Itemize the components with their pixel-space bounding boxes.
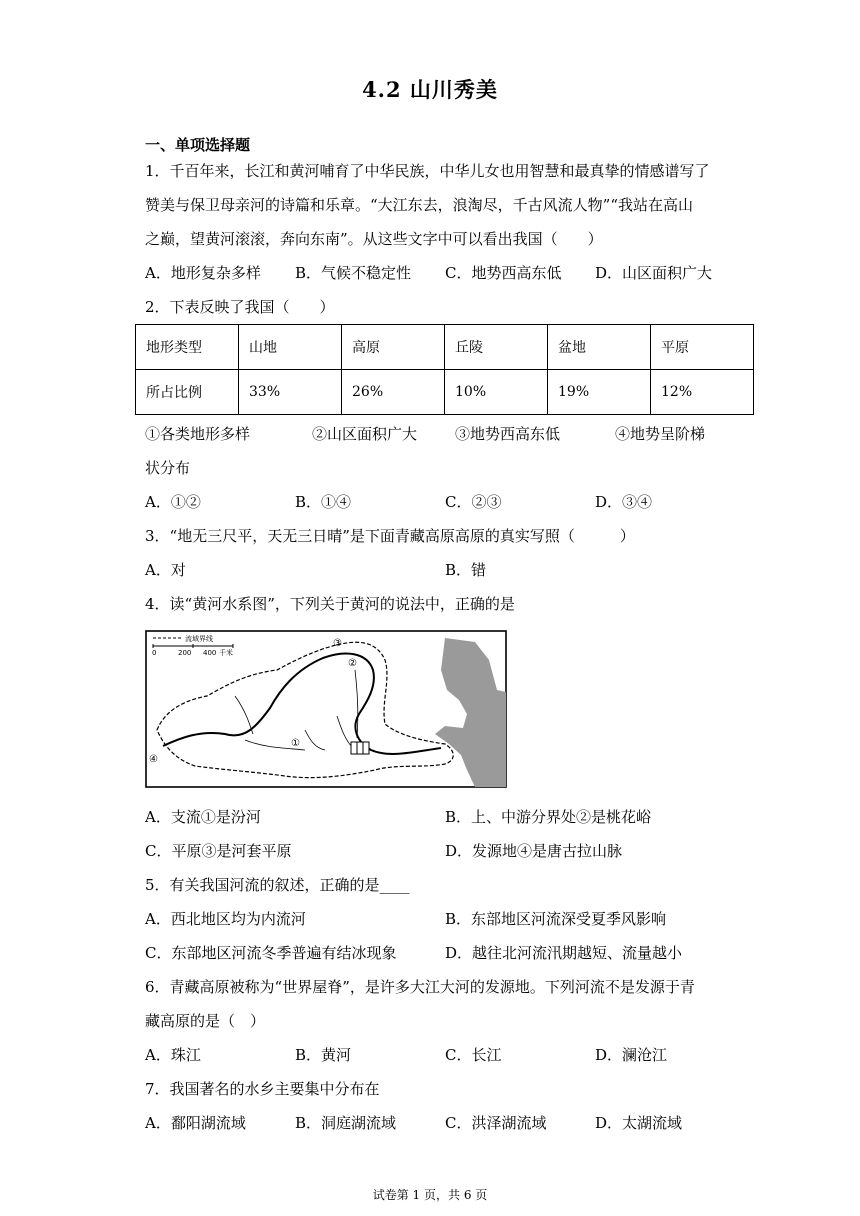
q1-option-a[interactable]: A．地形复杂多样 xyxy=(145,264,261,282)
q6-option-b[interactable]: B．黄河 xyxy=(295,1046,352,1064)
map-marker-1: ① xyxy=(291,738,300,749)
q2-statement-cont: 状分布 xyxy=(145,459,191,477)
q5-option-b[interactable]: B．东部地区河流深受夏季风影响 xyxy=(445,910,667,928)
q2-statement-4: ④地势呈阶梯 xyxy=(615,425,706,443)
scale-label: 400 xyxy=(203,649,217,657)
q2-option-c[interactable]: C．②③ xyxy=(445,493,502,511)
map-marker-4: ④ xyxy=(149,754,158,765)
scale-label: 千米 xyxy=(219,649,233,657)
table-cell: 所占比例 xyxy=(136,370,239,415)
table-cell: 丘陵 xyxy=(445,325,548,370)
q5-option-a[interactable]: A．西北地区均为内流河 xyxy=(145,910,306,928)
q1-line-3: 之巅，望黄河滚滚，奔向东南”。从这些文字中可以看出我国（ ） xyxy=(145,230,603,248)
q3-option-b[interactable]: B．错 xyxy=(445,561,487,579)
q1-line-1: 1．千百年来，长江和黄河哺育了中华民族，中华儿女也用智慧和最真挚的情感谱写了 xyxy=(145,162,710,180)
dam-icon xyxy=(351,742,369,754)
q6-line-2: 藏高原的是（ ） xyxy=(145,1012,266,1030)
q6-option-c[interactable]: C．长江 xyxy=(445,1046,502,1064)
q6-option-a[interactable]: A．珠江 xyxy=(145,1046,201,1064)
q2-statement-1: ①各类地形多样 xyxy=(145,425,251,443)
q6-line-1: 6．青藏高原被称为“世界屋脊”，是许多大江大河的发源地。下列河流不是发源于青 xyxy=(145,978,695,996)
q1-option-b[interactable]: B．气候不稳定性 xyxy=(295,264,412,282)
q4-option-a[interactable]: A．支流①是汾河 xyxy=(145,808,261,826)
q4-option-b[interactable]: B．上、中游分界处②是桃花峪 xyxy=(445,808,652,826)
q5-option-d[interactable]: D．越往北河流汛期越短、流量越小 xyxy=(445,944,683,962)
table-cell: 盆地 xyxy=(548,325,651,370)
q5-option-c[interactable]: C．东部地区河流冬季普遍有结冰现象 xyxy=(145,944,397,962)
q1-option-c[interactable]: C．地势西高东低 xyxy=(445,264,562,282)
q7-stem: 7．我国著名的水乡主要集中分布在 xyxy=(145,1080,380,1098)
q7-option-b[interactable]: B．洞庭湖流域 xyxy=(295,1114,397,1132)
table-cell: 12% xyxy=(651,370,754,415)
q2-option-d[interactable]: D．③④ xyxy=(595,493,653,511)
table-row xyxy=(136,325,754,370)
q1-line-2: 赞美与保卫母亲河的诗篇和乐章。“大江东去，浪淘尽，千古风流人物”“我站在高山 xyxy=(145,196,694,214)
q1-option-d[interactable]: D．山区面积广大 xyxy=(595,264,713,282)
q2-statement-3: ③地势西高东低 xyxy=(455,425,561,443)
table-cell: 山地 xyxy=(239,325,342,370)
q3-option-a[interactable]: A．对 xyxy=(145,561,186,579)
table-cell: 19% xyxy=(548,370,651,415)
table-cell: 地形类型 xyxy=(136,325,239,370)
table-cell: 高原 xyxy=(342,325,445,370)
q2-option-a[interactable]: A．①② xyxy=(145,493,201,511)
q3-stem: 3．“地无三尺平，天无三日晴”是下面青藏高原高原的真实写照（ ） xyxy=(145,527,635,545)
yellow-river-map xyxy=(145,630,507,788)
q7-option-d[interactable]: D．太湖流域 xyxy=(595,1114,683,1132)
table-cell: 平原 xyxy=(651,325,754,370)
q2-stem: 2．下表反映了我国（ ） xyxy=(145,298,335,316)
table-cell: 10% xyxy=(445,370,548,415)
scale-label: 200 xyxy=(178,649,192,657)
table-cell: 26% xyxy=(342,370,445,415)
page-footer: 试卷第 1 页，共 6 页 xyxy=(372,1188,488,1202)
section-heading: 一、单项选择题 xyxy=(145,136,251,154)
q4-option-d[interactable]: D．发源地④是唐古拉山脉 xyxy=(445,842,623,860)
q5-stem: 5．有关我国河流的叙述，正确的是____ xyxy=(145,876,410,894)
scale-label: 0 xyxy=(152,649,157,657)
map-marker-2: ② xyxy=(348,658,357,669)
q4-option-c[interactable]: C．平原③是河套平原 xyxy=(145,842,292,860)
q2-option-b[interactable]: B．①④ xyxy=(295,493,352,511)
map-legend-label: 流域界线 xyxy=(185,635,213,643)
page-title: 4.2 山川秀美 xyxy=(362,77,498,102)
table-cell: 33% xyxy=(239,370,342,415)
map-marker-3: ③ xyxy=(333,638,342,649)
q4-stem: 4．读“黄河水系图”，下列关于黄河的说法中，正确的是 xyxy=(145,595,515,613)
q6-option-d[interactable]: D．澜沧江 xyxy=(595,1046,668,1064)
q7-option-a[interactable]: A．鄱阳湖流域 xyxy=(145,1114,246,1132)
table-row xyxy=(136,370,754,415)
terrain-table xyxy=(135,324,754,415)
q7-option-c[interactable]: C．洪泽湖流域 xyxy=(445,1114,547,1132)
q2-statement-2: ②山区面积广大 xyxy=(312,425,418,443)
